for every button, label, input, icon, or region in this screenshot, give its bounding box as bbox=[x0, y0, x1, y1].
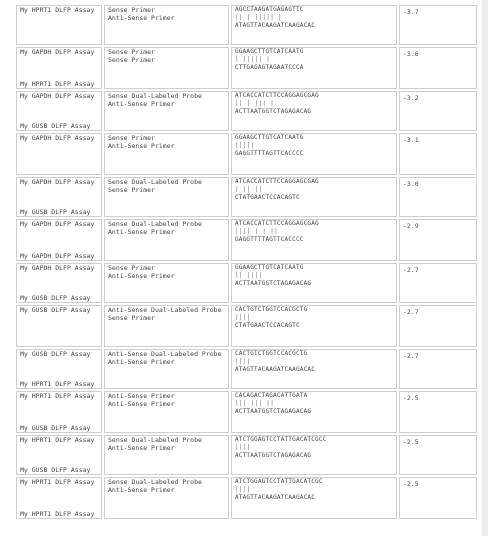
sequence-top: GGAAGCTTGTCATCAATG bbox=[235, 264, 304, 271]
alignment-stack bbox=[235, 92, 393, 116]
oligo-type: Sense Dual-Labeled Probe bbox=[108, 92, 202, 100]
assay-name: My GAPDH DLFP Assay bbox=[20, 252, 95, 260]
match-bars: | ||||| | bbox=[235, 56, 271, 63]
delta-g-cell bbox=[399, 219, 477, 261]
alignment-stack bbox=[235, 306, 393, 330]
assay-name: My GUSB DLFP Assay bbox=[20, 122, 91, 130]
match-bars: |||| | | || bbox=[235, 228, 279, 235]
assay-stack bbox=[20, 436, 98, 474]
sequence-top: CACTGTCTGGTCCACGCTG bbox=[235, 350, 308, 357]
match-bars: || |||| bbox=[235, 272, 263, 279]
type-stack bbox=[108, 178, 225, 194]
oligo-type-cell bbox=[104, 47, 229, 89]
assay-name: My GAPDH DLFP Assay bbox=[20, 92, 95, 100]
oligo-type: Anti-Sense Dual-Labeled Probe bbox=[108, 306, 222, 314]
table-row bbox=[16, 177, 477, 217]
oligo-type-cell bbox=[104, 5, 229, 45]
oligo-type-cell bbox=[104, 477, 229, 519]
alignment-stack bbox=[235, 478, 393, 502]
table-row bbox=[16, 391, 477, 433]
delta-g-value: -3.7 bbox=[403, 8, 419, 16]
delta-g-value: -2.7 bbox=[403, 352, 419, 360]
alignment-cell bbox=[231, 435, 397, 475]
alignment-cell bbox=[231, 349, 397, 389]
alignment-stack bbox=[235, 134, 393, 158]
sequence-bottom: GAGGTTTTAGTTCACCCC bbox=[235, 236, 304, 243]
assay-cell bbox=[16, 47, 102, 89]
alignment-stack bbox=[235, 220, 393, 244]
delta-g-value: -3.0 bbox=[403, 180, 419, 188]
oligo-type: Sense Dual-Labeled Probe bbox=[108, 478, 202, 486]
assay-stack bbox=[20, 178, 98, 216]
match-bars: | || || bbox=[235, 186, 263, 193]
sequence-bottom: ACTTAATGGTCTAGAGACAG bbox=[235, 108, 312, 115]
oligo-type-cell bbox=[104, 263, 229, 303]
table-row bbox=[16, 47, 477, 89]
assay-stack bbox=[20, 350, 98, 388]
assay-stack bbox=[20, 134, 98, 174]
assay-name: My HPRT1 DLFP Assay bbox=[20, 510, 95, 518]
type-stack bbox=[108, 264, 225, 280]
sequence-bottom: CTTGAGAGTAGAATCCCA bbox=[235, 64, 304, 71]
match-bars: ||| ||| || bbox=[235, 400, 275, 407]
alignment-stack bbox=[235, 264, 393, 288]
assay-cell bbox=[16, 219, 102, 261]
match-bars: ||||| bbox=[235, 142, 255, 149]
sequence-top: GGAAGCTTGTCATCAATG bbox=[235, 134, 304, 141]
oligo-type: Sense Dual-Labeled Probe bbox=[108, 436, 202, 444]
sequence-bottom: ACTTAATGGTCTAGAGACAG bbox=[235, 280, 312, 287]
oligo-type: Sense Primer bbox=[108, 186, 155, 194]
alignment-stack bbox=[235, 436, 393, 460]
alignment-cell bbox=[231, 305, 397, 347]
assay-name: My GUSB DLFP Assay bbox=[20, 208, 91, 216]
assay-stack bbox=[20, 306, 98, 346]
oligo-type: Anti-Sense Primer bbox=[108, 228, 175, 236]
oligo-type: Sense Primer bbox=[108, 6, 155, 14]
delta-g-cell bbox=[399, 177, 477, 217]
assay-cell bbox=[16, 263, 102, 303]
type-stack bbox=[108, 350, 225, 366]
assay-name: My HPRT1 DLFP Assay bbox=[20, 6, 95, 14]
type-stack bbox=[108, 220, 225, 236]
sequence-top: ATCACCATCTTCCAGGAGCGAG bbox=[235, 178, 319, 185]
alignment-cell bbox=[231, 177, 397, 217]
oligo-type-cell bbox=[104, 91, 229, 131]
delta-g-value: -2.7 bbox=[403, 266, 419, 274]
table-row bbox=[16, 263, 477, 303]
assay-cell bbox=[16, 349, 102, 389]
assay-cell bbox=[16, 305, 102, 347]
alignment-stack bbox=[235, 392, 393, 416]
alignment-stack bbox=[235, 178, 393, 202]
assay-name: My GAPDH DLFP Assay bbox=[20, 178, 95, 186]
table-row bbox=[16, 435, 477, 475]
assay-name: My GUSB DLFP Assay bbox=[20, 466, 91, 474]
delta-g-value: -2.7 bbox=[403, 308, 419, 316]
oligo-type-cell bbox=[104, 305, 229, 347]
oligo-type-cell bbox=[104, 349, 229, 389]
type-stack bbox=[108, 48, 225, 64]
delta-g-value: -2.5 bbox=[403, 438, 419, 446]
type-stack bbox=[108, 6, 225, 22]
assay-stack bbox=[20, 392, 98, 432]
assay-name: My GUSB DLFP Assay bbox=[20, 294, 91, 302]
assay-name: My GAPDH DLFP Assay bbox=[20, 264, 95, 272]
type-stack bbox=[108, 392, 225, 408]
sequence-bottom: ACTTAATGGTCTAGAGACAG bbox=[235, 452, 312, 459]
alignment-cell bbox=[231, 133, 397, 175]
assay-name: My HPRT1 DLFP Assay bbox=[20, 478, 95, 486]
sequence-top: ATCACCATCTTCCAGGAGCGAG bbox=[235, 92, 319, 99]
delta-g-value: -3.6 bbox=[403, 50, 419, 58]
oligo-type-cell bbox=[104, 133, 229, 175]
oligo-type: Anti-Sense Primer bbox=[108, 14, 175, 22]
delta-g-value: -2.5 bbox=[403, 480, 419, 488]
delta-g-value: -2.5 bbox=[403, 394, 419, 402]
delta-g-cell bbox=[399, 5, 477, 45]
oligo-type: Sense Primer bbox=[108, 134, 155, 142]
match-bars: || | ||| | bbox=[235, 100, 275, 107]
oligo-type-cell bbox=[104, 177, 229, 217]
table-row bbox=[16, 5, 477, 45]
alignment-cell bbox=[231, 91, 397, 131]
assay-name: My GUSB DLFP Assay bbox=[20, 424, 91, 432]
sequence-top: CACAGACTAGACATTGATA bbox=[235, 392, 308, 399]
assay-stack bbox=[20, 478, 98, 518]
table-row bbox=[16, 477, 477, 519]
delta-g-cell bbox=[399, 263, 477, 303]
type-stack bbox=[108, 134, 225, 150]
match-bars: |||| bbox=[235, 358, 251, 365]
alignment-cell bbox=[231, 391, 397, 433]
match-bars: || | ||||| | bbox=[235, 14, 282, 21]
sequence-top: AGCCTAAGATGAGAGTTC bbox=[235, 6, 304, 13]
alignment-stack bbox=[235, 350, 393, 374]
type-stack bbox=[108, 92, 225, 108]
assay-name: My HPRT1 DLFP Assay bbox=[20, 436, 95, 444]
delta-g-value: -2.9 bbox=[403, 222, 419, 230]
oligo-type: Anti-Sense Primer bbox=[108, 272, 175, 280]
delta-g-cell bbox=[399, 435, 477, 475]
match-bars: |||| bbox=[235, 444, 251, 451]
delta-g-cell bbox=[399, 349, 477, 389]
sequence-bottom: ATAGTTACAAGATCAAGACAC bbox=[235, 494, 316, 501]
type-stack bbox=[108, 306, 225, 322]
alignment-stack bbox=[235, 6, 393, 30]
oligo-type: Anti-Sense Primer bbox=[108, 444, 175, 452]
oligo-type-cell bbox=[104, 435, 229, 475]
sequence-top: ATCTGGAGTCCTATTGACATCGCC bbox=[235, 436, 327, 443]
oligo-type-cell bbox=[104, 391, 229, 433]
delta-g-cell bbox=[399, 477, 477, 519]
alignment-cell bbox=[231, 47, 397, 89]
assay-cell bbox=[16, 5, 102, 45]
match-bars: |||| bbox=[235, 314, 251, 321]
assay-cell bbox=[16, 177, 102, 217]
table-row bbox=[16, 219, 477, 261]
delta-g-value: -3.2 bbox=[403, 94, 419, 102]
assay-cell bbox=[16, 133, 102, 175]
oligo-type: Sense Primer bbox=[108, 314, 155, 322]
sequence-top: ATCTGGAGTCCTATTGACATCGC bbox=[235, 478, 323, 485]
assay-name: My GAPDH DLFP Assay bbox=[20, 48, 95, 56]
assay-name: My HPRT1 DLFP Assay bbox=[20, 380, 95, 388]
scrollbar-track[interactable] bbox=[482, 0, 488, 536]
alignment-cell bbox=[231, 477, 397, 519]
alignment-cell bbox=[231, 219, 397, 261]
assay-stack bbox=[20, 264, 98, 302]
assay-cell bbox=[16, 391, 102, 433]
alignment-cell bbox=[231, 263, 397, 303]
sequence-bottom: CTATGAACTCCACAGTC bbox=[235, 194, 300, 201]
assay-name: My GUSB DLFP Assay bbox=[20, 306, 91, 314]
oligo-type: Anti-Sense Dual-Labeled Probe bbox=[108, 350, 222, 358]
assay-stack bbox=[20, 220, 98, 260]
alignment-cell bbox=[231, 5, 397, 45]
delta-g-cell bbox=[399, 91, 477, 131]
oligo-type: Anti-Sense Primer bbox=[108, 142, 175, 150]
oligo-type: Sense Dual-Labeled Probe bbox=[108, 220, 202, 228]
delta-g-cell bbox=[399, 133, 477, 175]
assay-cell bbox=[16, 435, 102, 475]
sequence-bottom: ACTTAATGGTCTAGAGACAG bbox=[235, 408, 312, 415]
oligo-type-cell bbox=[104, 219, 229, 261]
sequence-top: CACTGTCTGGTCCACGCTG bbox=[235, 306, 308, 313]
assay-name: My GAPDH DLFP Assay bbox=[20, 220, 95, 228]
table-row bbox=[16, 305, 477, 347]
dimer-results-table bbox=[14, 3, 479, 521]
sequence-bottom: GAGGTTTTAGTTCACCCC bbox=[235, 150, 304, 157]
oligo-type: Sense Primer bbox=[108, 56, 155, 64]
delta-g-cell bbox=[399, 391, 477, 433]
assay-cell bbox=[16, 477, 102, 519]
oligo-type: Anti-Sense Primer bbox=[108, 486, 175, 494]
assay-cell bbox=[16, 91, 102, 131]
sequence-bottom: CTATGAACTCCACAGTC bbox=[235, 322, 300, 329]
table-row bbox=[16, 349, 477, 389]
oligo-type: Sense Dual-Labeled Probe bbox=[108, 178, 202, 186]
table-row bbox=[16, 133, 477, 175]
assay-name: My GUSB DLFP Assay bbox=[20, 350, 91, 358]
oligo-type: Anti-Sense Primer bbox=[108, 392, 175, 400]
assay-name: My GAPDH DLFP Assay bbox=[20, 134, 95, 142]
delta-g-cell bbox=[399, 47, 477, 89]
sequence-top: ATCACCATCTTCCAGGAGCGAG bbox=[235, 220, 319, 227]
type-stack bbox=[108, 478, 225, 494]
sequence-bottom: ATAGTTACAAGATCAAGACAC bbox=[235, 22, 316, 29]
assay-stack bbox=[20, 92, 98, 130]
results-body bbox=[16, 5, 477, 519]
sequence-bottom: ATAGTTACAAGATCAAGACAC bbox=[235, 366, 316, 373]
oligo-type: Anti-Sense Primer bbox=[108, 400, 175, 408]
alignment-stack bbox=[235, 48, 393, 72]
assay-name: My HPRT1 DLFP Assay bbox=[20, 80, 95, 88]
type-stack bbox=[108, 436, 225, 452]
delta-g-cell bbox=[399, 305, 477, 347]
oligo-type: Anti-Sense Primer bbox=[108, 100, 175, 108]
oligo-type: Sense Primer bbox=[108, 48, 155, 56]
table-row bbox=[16, 91, 477, 131]
oligo-type: Sense Primer bbox=[108, 264, 155, 272]
match-bars: |||| bbox=[235, 486, 251, 493]
oligo-type: Anti-Sense Primer bbox=[108, 358, 175, 366]
assay-name: My HPRT1 DLFP Assay bbox=[20, 392, 95, 400]
assay-stack bbox=[20, 6, 98, 44]
sequence-top: GGAAGCTTGTCATCAATG bbox=[235, 48, 304, 55]
delta-g-value: -3.1 bbox=[403, 136, 419, 144]
assay-stack bbox=[20, 48, 98, 88]
